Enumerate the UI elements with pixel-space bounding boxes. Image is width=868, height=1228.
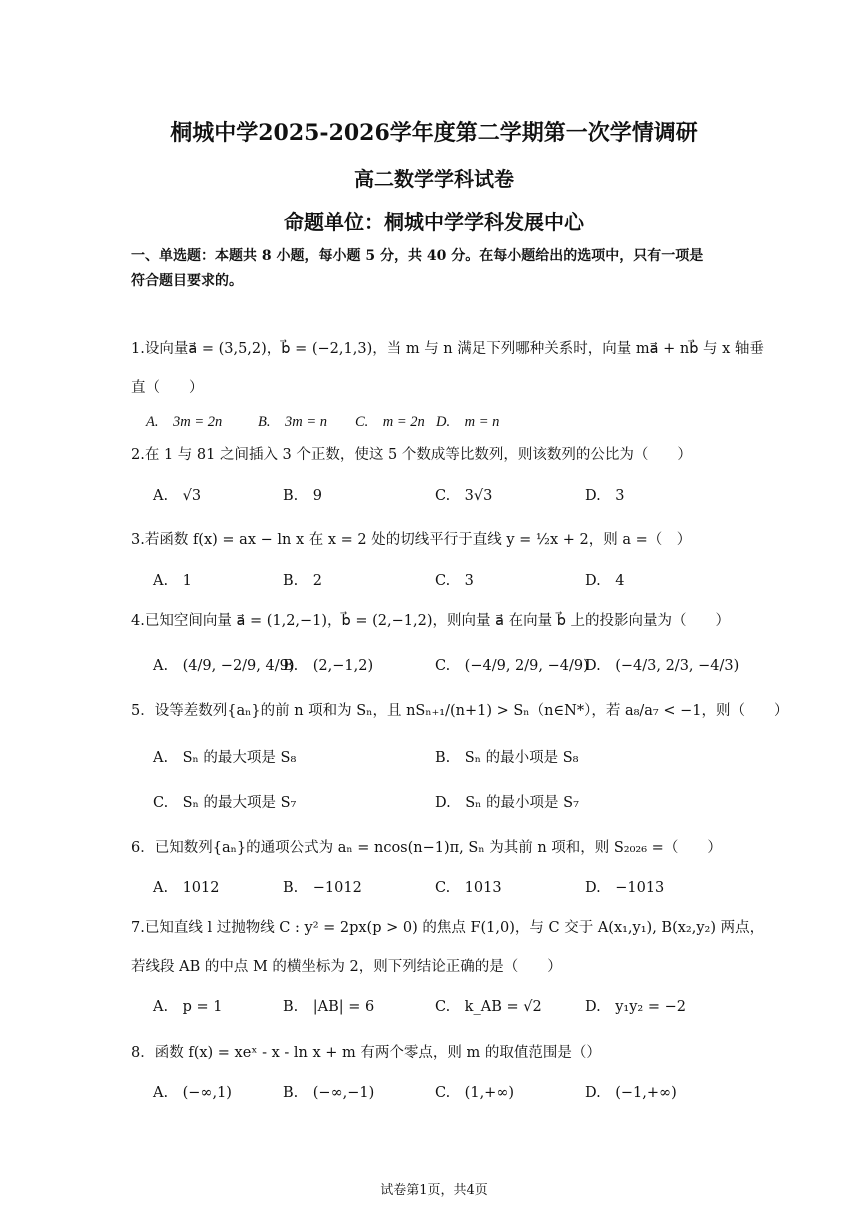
question-5-text: 5．设等差数列{aₙ}的前 n 项和为 Sₙ，且 nSₙ₊₁/(n+1) > Sₙ（n∈N*），若 a₈/a₇ < −1，则（ ） bbox=[131, 703, 789, 719]
section-heading-line1: 一、单选题：本题共 8 小题，每小题 5 分，共 40 分。在每小题给出的选项中，只有一项是 bbox=[131, 248, 704, 264]
question-8-option-a: A. (−∞,1) bbox=[153, 1085, 232, 1101]
question-1-text: 1.设向量a⃗ = (3,5,2)，b⃗ = (−2,1,3)，当 m 与 n 满足下列哪种关系时，向量 ma⃗ + nb⃗ 与 x 轴垂 bbox=[131, 341, 764, 357]
question-2-text: 2.在 1 与 81 之间插入 3 个正数，使这 5 个数成等比数列，则该数列的公比为（ ） bbox=[131, 447, 692, 463]
section-heading-line2: 符合题目要求的。 bbox=[131, 273, 243, 289]
question-6-option-d: D. −1013 bbox=[585, 880, 665, 896]
question-8-option-c: C. (1,+∞) bbox=[435, 1085, 515, 1101]
question-3-option-a: A. 1 bbox=[153, 573, 192, 589]
page-footer: 试卷第1页，共4页 bbox=[380, 1183, 488, 1198]
exam-title: 桐城中学2025-2026学年度第二学期第一次学情调研 bbox=[170, 120, 698, 146]
question-4-option-a: A. (4/9, −2/9, 4/9) bbox=[153, 658, 295, 674]
question-1-option-b: B. 3m = n bbox=[258, 414, 327, 430]
question-8-option-b: B. (−∞,−1) bbox=[283, 1085, 375, 1101]
question-2-option-a: A. √3 bbox=[153, 488, 202, 504]
question-7-text-cont: 若线段 AB 的中点 M 的横坐标为 2，则下列结论正确的是（ ） bbox=[131, 959, 562, 975]
question-6-option-a: A. 1012 bbox=[153, 880, 220, 896]
question-7-option-c: C. k_AB = √2 bbox=[435, 999, 542, 1015]
question-3-option-b: B. 2 bbox=[283, 573, 322, 589]
question-6-text: 6．已知数列{aₙ}的通项公式为 aₙ = ncos(n−1)π, Sₙ 为其前 n 项和，则 S₂₀₂₆ =（ ） bbox=[131, 840, 722, 856]
question-7-option-a: A. p = 1 bbox=[153, 999, 223, 1015]
question-3-option-d: D. 4 bbox=[585, 573, 625, 589]
question-5-option-b: B. Sₙ 的最小项是 S₈ bbox=[435, 750, 579, 766]
exam-author: 命题单位：桐城中学学科发展中心 bbox=[284, 210, 584, 234]
question-2-option-b: B. 9 bbox=[283, 488, 322, 504]
question-4-option-b: B. (2,−1,2) bbox=[283, 658, 374, 674]
question-4-text: 4.已知空间向量 a⃗ = (1,2,−1)，b⃗ = (2,−1,2)，则向量 a⃗ 在向量 b⃗ 上的投影向量为（ ） bbox=[131, 613, 731, 629]
question-5-option-d: D. Sₙ 的最小项是 S₇ bbox=[435, 795, 579, 811]
exam-subtitle: 高二数学学科试卷 bbox=[354, 167, 514, 191]
question-3-text: 3.若函数 f(x) = ax − ln x 在 x = 2 处的切线平行于直线 y = ½x + 2，则 a =（ ） bbox=[131, 532, 692, 548]
question-5-option-c: C. Sₙ 的最大项是 S₇ bbox=[153, 795, 297, 811]
question-7-option-d: D. y₁y₂ = −2 bbox=[585, 999, 686, 1015]
question-1-option-a: A. 3m = 2n bbox=[146, 414, 223, 430]
question-6-option-b: B. −1012 bbox=[283, 880, 362, 896]
question-3-option-c: C. 3 bbox=[435, 573, 474, 589]
question-7-text: 7.已知直线 l 过抛物线 C : y² = 2px(p > 0) 的焦点 F(1,0)，与 C 交于 A(x₁,y₁), B(x₂,y₂) 两点， bbox=[131, 920, 765, 936]
question-1-option-c: C. m = 2n bbox=[355, 414, 425, 430]
question-1-text-cont: 直（ ） bbox=[131, 380, 204, 396]
question-6-option-c: C. 1013 bbox=[435, 880, 502, 896]
question-2-option-c: C. 3√3 bbox=[435, 488, 493, 504]
question-8-text: 8．函数 f(x) = xeˣ - x - ln x + m 有两个零点，则 m 的取值范围是（） bbox=[131, 1045, 601, 1061]
question-5-option-a: A. Sₙ 的最大项是 S₈ bbox=[153, 750, 297, 766]
question-8-option-d: D. (−1,+∞) bbox=[585, 1085, 677, 1101]
question-4-option-d: D. (−4/3, 2/3, −4/3) bbox=[585, 658, 740, 674]
question-4-option-c: C. (−4/9, 2/9, −4/9) bbox=[435, 658, 589, 674]
question-2-option-d: D. 3 bbox=[585, 488, 625, 504]
question-7-option-b: B. |AB| = 6 bbox=[283, 999, 375, 1015]
question-1-option-d: D. m = n bbox=[436, 414, 500, 430]
